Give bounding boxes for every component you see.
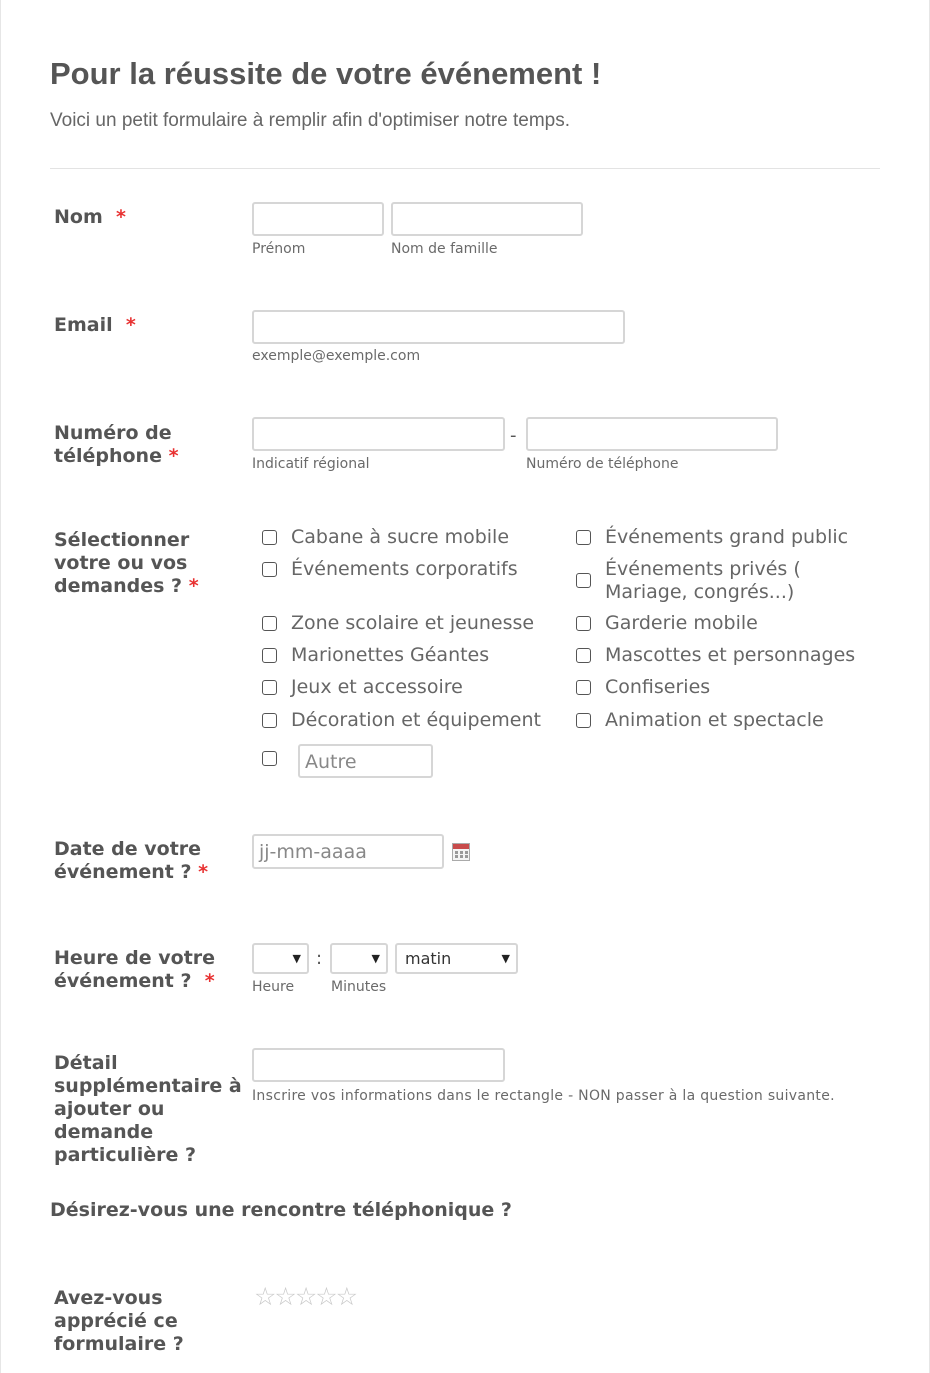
other-input[interactable] xyxy=(298,744,433,778)
minute-select[interactable] xyxy=(330,943,388,974)
details-label-line: ajouter ou xyxy=(54,1098,165,1120)
form-subtitle: Voici un petit formulaire à remplir afin d'optimiser notre temps. xyxy=(50,110,571,131)
checkbox-grand-public[interactable] xyxy=(576,530,591,545)
checkbox-garderie[interactable] xyxy=(576,616,591,631)
ampm-value: matin xyxy=(405,949,452,968)
details-label-line: supplémentaire à xyxy=(54,1075,242,1097)
chevron-down-icon: ▼ xyxy=(292,952,301,965)
option-label: Confiseries xyxy=(605,676,711,698)
required-asterisk: * xyxy=(198,861,209,883)
date-input[interactable] xyxy=(252,834,444,869)
option-label: Cabane à sucre mobile xyxy=(291,526,510,548)
details-hint: Inscrire vos informations dans le rectangle - NON passer à la question suivante. xyxy=(252,1088,835,1104)
area-code-sublabel: Indicatif régional xyxy=(252,456,370,472)
rating-label-line: formulaire ? xyxy=(54,1333,184,1355)
option-label: Marionettes Géantes xyxy=(291,644,490,666)
option-label: Mascottes et personnages xyxy=(605,644,856,666)
last-name-input[interactable] xyxy=(391,202,583,236)
last-name-sublabel: Nom de famille xyxy=(391,241,498,257)
area-code-input[interactable] xyxy=(252,417,505,451)
checkbox-mascottes[interactable] xyxy=(576,648,591,663)
phone-number-sublabel: Numéro de téléphone xyxy=(526,456,679,472)
requests-label-line1: Sélectionner xyxy=(54,529,190,551)
requests-label-line3: demandes ? xyxy=(54,575,183,597)
date-label-line2: événement ? xyxy=(54,861,192,883)
option-label: Zone scolaire et jeunesse xyxy=(291,612,535,634)
chevron-down-icon: ▼ xyxy=(501,952,510,965)
option-label-line1: Événements privés ( xyxy=(605,558,801,580)
required-asterisk: * xyxy=(125,314,136,336)
ampm-select[interactable] xyxy=(395,943,518,974)
other-placeholder: Autre xyxy=(305,751,357,773)
hour-sublabel: Heure xyxy=(252,979,295,995)
required-asterisk: * xyxy=(168,445,179,467)
required-asterisk: * xyxy=(116,206,126,228)
name-label-text: Nom xyxy=(54,206,103,228)
calendar-icon[interactable] xyxy=(452,843,470,861)
checkbox-cabane[interactable] xyxy=(262,530,277,545)
checkbox-corporatifs[interactable] xyxy=(262,562,277,577)
details-label xyxy=(54,1052,242,1167)
checkbox-jeux[interactable] xyxy=(262,680,277,695)
phone-separator: - xyxy=(510,425,517,446)
header-divider xyxy=(50,168,880,169)
details-label-line: particulière ? xyxy=(54,1144,196,1166)
date-label-line1: Date de votre xyxy=(54,838,202,860)
time-label-line2: événement ? xyxy=(54,970,192,992)
checkbox-animation[interactable] xyxy=(576,713,591,728)
time-label-line1: Heure de votre xyxy=(54,947,216,969)
checkbox-scolaire[interactable] xyxy=(262,616,277,631)
option-label: Garderie mobile xyxy=(605,612,758,634)
checkbox-confiseries[interactable] xyxy=(576,680,591,695)
details-input[interactable] xyxy=(252,1048,505,1082)
option-label: Jeux et accessoire xyxy=(291,676,463,698)
requests-label-line2: votre ou vos xyxy=(54,552,188,574)
chevron-down-icon: ▼ xyxy=(371,952,380,965)
first-name-input[interactable] xyxy=(252,202,384,236)
minute-sublabel: Minutes xyxy=(331,979,387,995)
date-placeholder: jj-mm-aaaa xyxy=(259,841,367,863)
star-rating[interactable]: ☆☆☆☆☆ xyxy=(254,1282,357,1311)
checkbox-prives[interactable] xyxy=(576,573,591,588)
email-label-text: Email xyxy=(54,314,113,336)
email-sublabel: exemple@exemple.com xyxy=(252,348,421,364)
option-label-line2: Mariage, congrés...) xyxy=(605,581,795,603)
phone-label-line1: Numéro de xyxy=(54,422,172,444)
option-label: Événements grand public xyxy=(605,526,849,548)
phone-label-line2: téléphone xyxy=(54,445,162,467)
first-name-sublabel: Prénom xyxy=(252,241,306,257)
email-input[interactable] xyxy=(252,310,625,344)
option-label-multiline xyxy=(605,558,801,604)
phone-number-input[interactable] xyxy=(526,417,778,451)
phone-label xyxy=(54,422,179,468)
requests-label xyxy=(54,529,199,598)
rating-label-line: Avez-vous xyxy=(54,1287,163,1309)
checkbox-marionettes[interactable] xyxy=(262,648,277,663)
phone-meeting-heading: Désirez-vous une rencontre téléphonique ? xyxy=(50,1199,512,1221)
checkbox-autre[interactable] xyxy=(262,751,277,766)
rating-label xyxy=(54,1287,184,1356)
option-label: Événements corporatifs xyxy=(291,558,518,580)
email-label xyxy=(54,314,136,337)
details-label-line: demande xyxy=(54,1121,154,1143)
rating-label-line: apprécié ce xyxy=(54,1310,178,1332)
hour-select[interactable] xyxy=(252,943,309,974)
required-asterisk: * xyxy=(188,575,199,597)
details-label-line: Détail xyxy=(54,1052,118,1074)
option-label: Animation et spectacle xyxy=(605,709,824,731)
required-asterisk: * xyxy=(204,970,215,992)
time-label xyxy=(54,947,215,993)
time-separator: : xyxy=(316,948,323,969)
checkbox-decoration[interactable] xyxy=(262,713,277,728)
date-label xyxy=(54,838,208,884)
form-title: Pour la réussite de votre événement ! xyxy=(50,56,602,91)
name-label xyxy=(54,206,126,229)
option-label: Décoration et équipement xyxy=(291,709,541,731)
